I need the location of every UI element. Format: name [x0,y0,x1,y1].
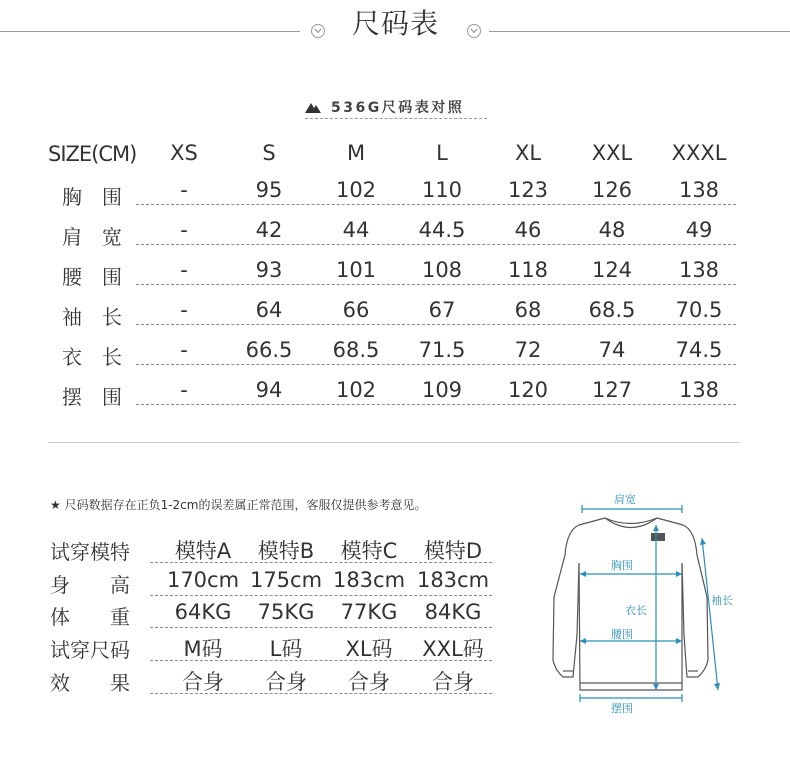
size-cell: 68 [514,298,542,322]
measurement-diagram [545,485,745,720]
size-cell: - [180,378,188,402]
size-cell: 102 [335,378,377,402]
label-waist: 腰围 [611,628,633,641]
size-cell: 66 [342,298,370,322]
model-cell: XL码 [345,637,393,661]
model-cell: 175cm [249,568,323,592]
size-cell: 44 [342,218,370,242]
page-title: 尺码表 [351,7,439,40]
subtitle-text: 536G尺码表对照 [331,100,465,116]
size-cell: 74 [598,338,626,362]
size-header-xxxl: XXXL [671,141,727,165]
size-table-subtitle [331,97,464,117]
size-cell: - [180,258,188,282]
size-cell: 95 [255,178,283,202]
model-row-separator [150,693,492,694]
row-separator [136,364,736,365]
row-separator [136,284,736,285]
size-cell: 67 [428,298,456,322]
model-row-label: 试穿模特 [50,540,130,564]
size-cell: 72 [514,338,542,362]
size-cell: 124 [591,258,633,282]
size-header-label: SIZE(CM) [48,142,137,166]
size-cell: 102 [335,178,377,202]
model-cell: 170cm [166,568,240,592]
size-cell: 108 [421,258,463,282]
size-cell: 94 [255,378,283,402]
section-divider [48,442,740,443]
size-row-label: 腰围 [62,265,142,289]
label-length: 衣长 [625,604,647,617]
model-cell: 183cm [332,568,406,592]
size-cell: 93 [255,258,283,282]
model-row-label: 体 重 [50,605,130,629]
label-shoulder: 肩宽 [614,493,636,506]
size-cell: 109 [421,378,463,402]
size-row-label: 袖长 [62,305,142,329]
model-row-separator [150,627,492,628]
size-cell: 127 [591,378,633,402]
size-cell: - [180,218,188,242]
model-cell: 64KG [174,600,232,624]
size-cell: 101 [335,258,377,282]
measurement-lines [580,505,718,702]
model-row-separator [150,562,492,563]
chevron-down-icon [311,24,325,38]
size-cell: 49 [685,218,713,242]
size-cell: 138 [678,178,720,202]
model-row-label: 试穿尺码 [50,638,130,662]
model-cell: 模特D [423,539,483,563]
size-cell: - [180,298,188,322]
size-header-xl: XL [514,141,542,165]
model-cell: 84KG [424,600,482,624]
size-cell: 126 [591,178,633,202]
size-row-label: 衣长 [62,345,142,369]
size-cell: 44.5 [418,218,466,242]
size-cell: 42 [255,218,283,242]
size-cell: 48 [598,218,626,242]
size-cell: 138 [678,378,720,402]
size-cell: 71.5 [418,338,466,362]
header-rule-right [489,31,790,32]
label-sleeve: 袖长 [711,594,733,607]
size-cell: 46 [514,218,542,242]
size-cell: 120 [507,378,549,402]
model-cell: M码 [183,637,223,661]
size-header-m: M [346,141,366,165]
size-cell: 68.5 [588,298,636,322]
measurement-arrows [580,525,720,690]
row-separator [136,204,736,205]
model-cell: 模特A [174,539,232,563]
model-row-label: 身 高 [50,573,130,597]
size-row-label: 胸围 [62,185,142,209]
size-row-label: 肩宽 [62,225,142,249]
size-cell: - [180,338,188,362]
model-cell: 模特C [340,539,398,563]
label-hem: 摆围 [611,702,633,715]
chevron-down-icon [467,24,481,38]
size-header-l: L [436,141,448,165]
size-cell: 68.5 [332,338,380,362]
chest-logo-icon [651,533,665,541]
tolerance-note: ★ 尺码数据存在正负1-2cm的误差属正常范围，客服仅提供参考意见。 [50,498,427,512]
size-row-label: 摆围 [62,385,142,409]
row-separator [136,404,736,405]
model-cell: XXL码 [422,637,484,661]
size-cell: 138 [678,258,720,282]
size-cell: 118 [507,258,549,282]
model-row-separator [150,595,492,596]
size-cell: 110 [421,178,463,202]
size-header-xs: XS [170,141,198,165]
model-cell: 合身 [348,670,390,694]
label-chest: 胸围 [611,559,633,572]
model-cell: 183cm [416,568,490,592]
size-header-s: S [262,141,276,165]
size-cell: 66.5 [245,338,293,362]
model-cell: L码 [269,637,303,661]
size-cell: 70.5 [675,298,723,322]
size-cell: 64 [255,298,283,322]
mountain-logo-icon [305,100,325,114]
size-cell: - [180,178,188,202]
row-separator [136,244,736,245]
size-cell: 123 [507,178,549,202]
model-cell: 合身 [265,670,307,694]
size-cell: 74.5 [675,338,723,362]
header-rule-left [0,31,300,32]
model-cell: 75KG [257,600,315,624]
model-row-label: 效 果 [50,671,130,695]
model-row-separator [150,660,492,661]
model-cell: 合身 [432,670,474,694]
subtitle-underline [305,118,487,119]
row-separator [136,324,736,325]
model-cell: 77KG [340,600,398,624]
size-header-xxl: XXL [591,141,633,165]
model-cell: 合身 [182,670,224,694]
model-cell: 模特B [257,539,315,563]
